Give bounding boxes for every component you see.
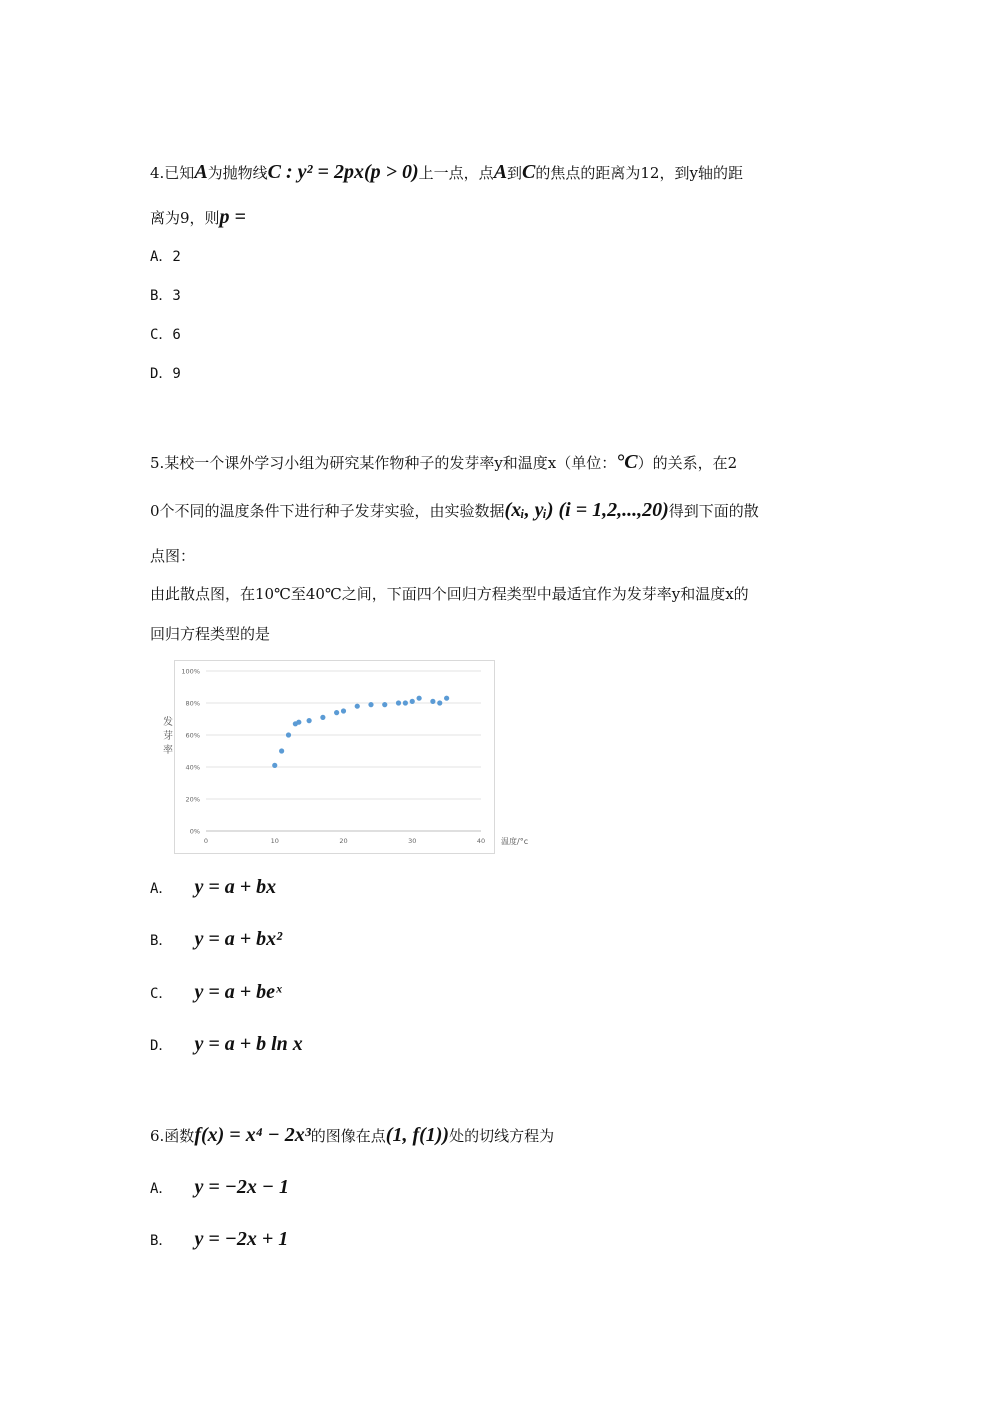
- q5-text: 0个不同的温度条件下进行种子发芽实验，由实验数据: [150, 502, 505, 520]
- option-label: D．: [150, 1038, 173, 1054]
- q6-option-b: [150, 1229, 288, 1251]
- q4-text: 离为9，则: [150, 209, 220, 227]
- scatter-point: [286, 732, 291, 737]
- q5-option-c: [150, 982, 282, 1004]
- q4-p-eq: p =: [219, 206, 246, 228]
- scatter-point: [279, 748, 284, 753]
- q5-option-a-expr: y = a + bx: [194, 876, 277, 898]
- q5-option-d-expr: y = a + b ln x: [194, 1033, 303, 1055]
- scatter-point: [396, 700, 401, 705]
- q5-unit: °C: [616, 451, 638, 473]
- scatter-point: [417, 696, 422, 701]
- q4-option-b: B．3: [150, 288, 181, 304]
- q5-line5: 回归方程类型的是: [150, 625, 271, 643]
- q6-text: 处的切线方程为: [449, 1127, 555, 1145]
- q5-line1: [150, 452, 737, 473]
- q6-option-b-expr: y = −2x + 1: [194, 1228, 289, 1250]
- option-label: C．: [150, 986, 173, 1002]
- scatter-point: [341, 708, 346, 713]
- q5-line2: [150, 500, 759, 521]
- scatter-point: [320, 715, 325, 720]
- scatter-point: [296, 720, 301, 725]
- option-label: A．: [150, 881, 173, 897]
- x-tick-label: 0: [203, 837, 209, 845]
- q6-option-a: [150, 1177, 289, 1199]
- q5-line3: 点图：: [150, 547, 196, 565]
- scatter-plot-svg: [163, 661, 529, 853]
- scatter-point: [307, 718, 312, 723]
- q4-parabola-eq: C : y² = 2px(p > 0): [267, 161, 419, 183]
- q5-text: ）的关系，在2: [637, 454, 738, 472]
- y-tick-label: 100%: [181, 667, 200, 676]
- q6-text: 6.函数: [150, 1127, 195, 1145]
- x-axis-label: 温度/°c: [501, 837, 529, 846]
- q5-line4: 由此散点图，在10℃至40℃之间，下面四个回归方程类型中最适宜作为发芽率y和温度x的: [150, 585, 749, 603]
- option-label: B．: [150, 933, 173, 949]
- scatter-point: [382, 702, 387, 707]
- q6-point: (1, f(1)): [385, 1124, 450, 1146]
- q4-line2: [150, 207, 246, 228]
- scatter-point: [437, 700, 442, 705]
- q4-text: 的焦点的距离为12，到y轴的距: [535, 164, 743, 182]
- q5-text: 5.某校一个课外学习小组为研究某作物种子的发芽率y和温度x（单位：: [150, 454, 617, 472]
- q4-option-c: C．6: [150, 327, 181, 343]
- q5-option-a: [150, 877, 276, 899]
- q4-option-a: A．2: [150, 249, 181, 265]
- q4-point-a: A: [493, 161, 508, 183]
- scatter-point: [444, 696, 449, 701]
- scatter-point: [403, 700, 408, 705]
- scatter-point: [368, 702, 373, 707]
- y-tick-label: 40%: [185, 763, 200, 772]
- x-tick-label: 20: [339, 837, 348, 845]
- q4-line1: [150, 162, 743, 183]
- q6-function: f(x) = x⁴ − 2x³: [194, 1124, 311, 1146]
- q4-text: 上一点，点: [418, 164, 494, 182]
- x-tick-label: 10: [270, 837, 279, 845]
- q5-data-expr: (xᵢ, yᵢ) (i = 1,2,...,20): [504, 499, 669, 521]
- scatter-point: [272, 763, 277, 768]
- option-label: A．: [150, 1181, 173, 1197]
- y-tick-label: 80%: [185, 699, 200, 708]
- q4-point-a: A: [194, 161, 208, 183]
- q4-text: 到: [507, 164, 523, 182]
- q5-option-d: [150, 1034, 303, 1056]
- x-tick-label: 40: [476, 837, 486, 845]
- scatter-chart: [163, 660, 529, 854]
- q4-option-d: D．9: [150, 366, 181, 382]
- scatter-point: [430, 699, 435, 704]
- scatter-point: [334, 710, 339, 715]
- q6-line1: [150, 1125, 554, 1146]
- y-tick-label: 20%: [185, 795, 200, 804]
- q5-option-b-expr: y = a + bx²: [194, 928, 283, 950]
- x-tick-label: 30: [408, 837, 417, 845]
- q4-text: 为抛物线: [207, 164, 268, 182]
- y-tick-label: 60%: [185, 731, 200, 740]
- q4-curve-c: C: [522, 161, 536, 183]
- q5-option-b: [150, 929, 282, 951]
- q5-text: 得到下面的散: [668, 502, 759, 520]
- q4-text: 4.已知: [150, 164, 195, 182]
- q6-option-a-expr: y = −2x − 1: [194, 1176, 289, 1198]
- scatter-point: [410, 699, 415, 704]
- q5-option-c-expr: y = a + beˣ: [194, 981, 282, 1003]
- q6-text: 的图像在点: [310, 1127, 386, 1145]
- scatter-point: [355, 704, 360, 709]
- option-label: B．: [150, 1233, 173, 1249]
- y-axis-label: 发芽率: [163, 717, 173, 756]
- y-tick-label: 0%: [189, 827, 200, 836]
